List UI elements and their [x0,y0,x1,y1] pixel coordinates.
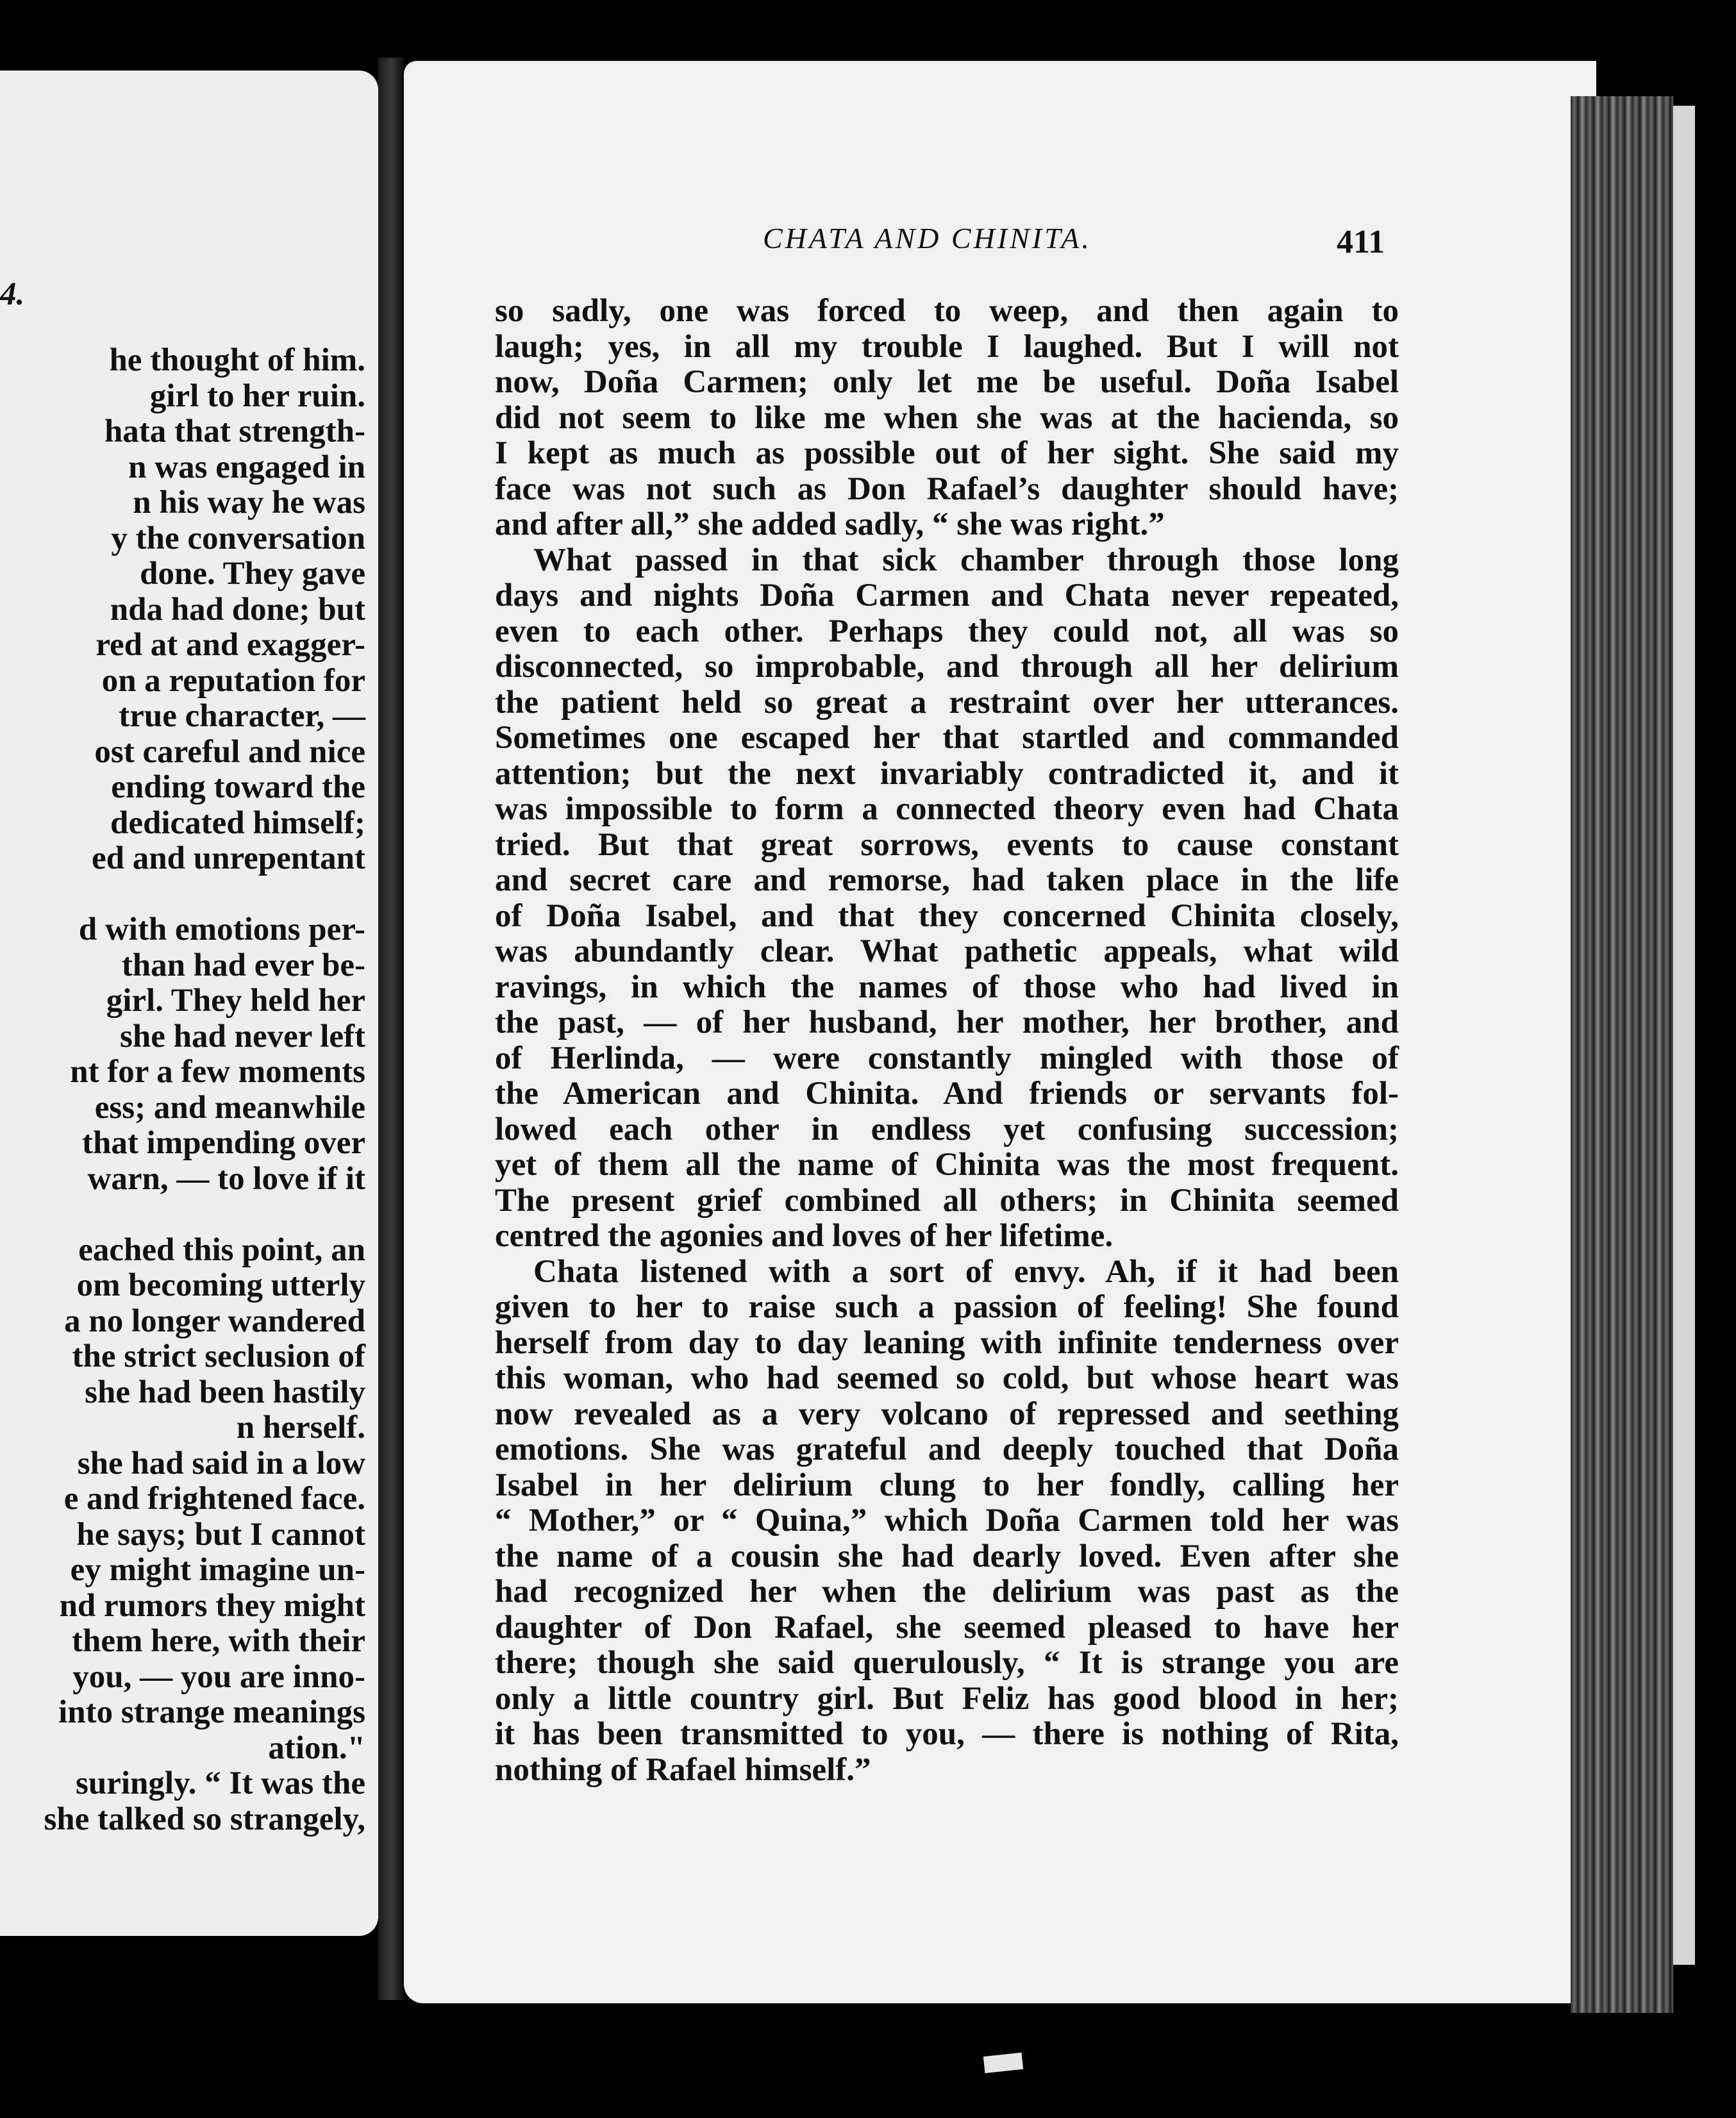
text-line: centred the agonies and loves of her lifetime. [495,1218,1114,1254]
text-line: only a little country girl. But Feliz has good blood in her; [495,1680,1399,1717]
text-line: even to each other. Perhaps they could not, all was so [495,613,1399,649]
left-line: he says; but I cannot [76,1516,365,1553]
left-line: he thought of him. [109,342,365,378]
left-line: d with emotions per- [78,912,365,947]
left-line: on a reputation for [101,662,365,699]
text-line: emotions. She was grateful and deeply touched that Doña [495,1431,1399,1467]
left-line [0,1197,365,1233]
left-line: she had been hastily [85,1374,365,1410]
left-line: n was engaged in [128,449,365,485]
text-line: The present grief combined all others; in Chinita seemed [495,1182,1399,1219]
left-line: n his way he was [133,485,365,521]
text-line: was abundantly clear. What pathetic appeals, what wild [495,933,1399,969]
left-line [0,877,365,913]
left-line: n herself. [236,1410,365,1446]
left-line: eached this point, an [78,1231,365,1268]
left-line: nt for a few moments [70,1054,365,1090]
text-line: of Doña Isabel, and that they concerned Chinita closely, [495,897,1399,934]
text-line: this woman, who had seemed so cold, but whose heart was [495,1360,1399,1396]
left-line: she had said in a low [77,1445,365,1481]
left-line: you, — you are inno- [72,1658,365,1695]
left-line: hata that strength- [104,413,365,449]
text-line: What passed in that sick chamber through those long [533,542,1399,578]
left-line: than had ever be- [121,947,365,983]
left-line: ation." [268,1730,365,1766]
text-line: and secret care and remorse, had taken place in the life [495,862,1399,898]
left-line: red at and exagger- [96,627,365,663]
text-line: attention; but the next invariably contradicted it, and it [495,755,1399,792]
text-line: Isabel in her delirium clung to her fondly, calling her [495,1467,1399,1503]
left-line: suringly. “ It was the [76,1765,365,1801]
left-line: ost careful and nice [94,733,365,770]
text-line: face was not such as Don Rafael’s daughter should have; [495,471,1399,507]
text-line: was impossible to form a connected theory even had Chata [495,791,1399,827]
left-line: true character, — [119,698,365,734]
left-page-number: 4. [0,276,25,312]
left-line: done. They gave [140,556,365,592]
left-line: warn, — to love if it [87,1160,365,1197]
text-line: so sadly, one was forced to weep, and then again to [495,293,1399,329]
left-line: them here, with their [72,1623,365,1659]
text-line: now revealed as a very volcano of repressed and seething [495,1396,1399,1432]
left-line: girl. They held her [106,983,365,1019]
left-page [0,71,378,1936]
left-line: ed and unrepentant [91,840,365,876]
text-line: given to her to raise such a passion of feeling! She found [495,1289,1399,1325]
page-edges [1571,96,1673,2013]
text-line: the patient held so great a restraint over her utterances. [495,684,1399,721]
text-line: did not seem to like me when she was at the hacienda, so [495,399,1399,436]
text-line: days and nights Doña Carmen and Chata never repeated, [495,578,1399,613]
text-line: there; though she said querulously, “ It is strange you are [495,1645,1399,1681]
text-line: daughter of Don Rafael, she seemed pleased to have her [495,1609,1399,1646]
text-line: disconnected, so improbable, and through all her delirium [495,649,1399,685]
left-line: girl to her ruin. [149,378,365,414]
text-line: the past, — of her husband, her mother, her brother, and [495,1005,1399,1040]
left-line: e and frightened face. [63,1481,365,1517]
page-edges-light [1673,106,1695,1965]
text-line: the name of a cousin she had dearly loved. Even after she [495,1538,1399,1574]
left-line: ess; and meanwhile [94,1089,365,1126]
text-line: I kept as much as possible out of her sight. She said my [495,435,1399,471]
text-line: herself from day to day leaning with infinite tenderness over [495,1324,1399,1361]
left-line: she had never left [120,1018,365,1055]
left-line: the strict seclusion of [72,1338,365,1374]
text-line: Sometimes one escaped her that startled and commanded [495,720,1399,756]
text-line: yet of them all the name of Chinita was the most frequent. [495,1147,1399,1183]
left-line: dedicated himself; [110,805,365,841]
book-gutter [378,58,404,2000]
text-line: and after all,” she added sadly, “ she was right.” [495,506,1165,542]
text-line: tried. But that great sorrows, events to cause constant [495,826,1399,863]
text-line: of Herlinda, — were constantly mingled with those of [495,1040,1399,1076]
text-line: nothing of Rafael himself.” [495,1751,871,1788]
text-line: it has been transmitted to you, — there is nothing of Rita, [495,1716,1399,1752]
text-line: lowed each other in endless yet confusing succession; [495,1111,1399,1147]
left-line: a no longer wandered [64,1303,365,1339]
left-line: she talked so strangely, [44,1801,365,1837]
left-line: nda had done; but [110,591,365,628]
paper-scrap [983,2053,1023,2073]
left-line: into strange meanings [58,1694,365,1730]
left-line: ending toward the [111,769,365,805]
text-line: now, Doña Carmen; only let me be useful. Doña Isabel [495,364,1399,400]
left-line: y the conversation [111,520,365,556]
text-line: “ Mother,” or “ Quina,” which Doña Carmen told her was [495,1503,1399,1538]
text-line: Chata listened with a sort of envy. Ah, if it had been [533,1253,1399,1290]
left-line: that impending over [81,1125,365,1161]
left-line: ey might imagine un- [70,1552,365,1588]
left-line: nd rumors they might [59,1587,365,1624]
left-line: om becoming utterly [76,1267,365,1303]
text-line: the American and Chinita. And friends or servants fol- [495,1076,1399,1112]
text-line: laugh; yes, in all my trouble I laughed. But I will not [495,328,1399,365]
text-line: had recognized her when the delirium was past as the [495,1574,1399,1610]
text-line: ravings, in which the names of those who had lived in [495,969,1399,1005]
page-number: 411 [1337,224,1385,260]
left-page-text [0,343,365,1837]
body-text [495,294,1399,1788]
running-head: CHATA AND CHINITA. [763,222,1092,254]
